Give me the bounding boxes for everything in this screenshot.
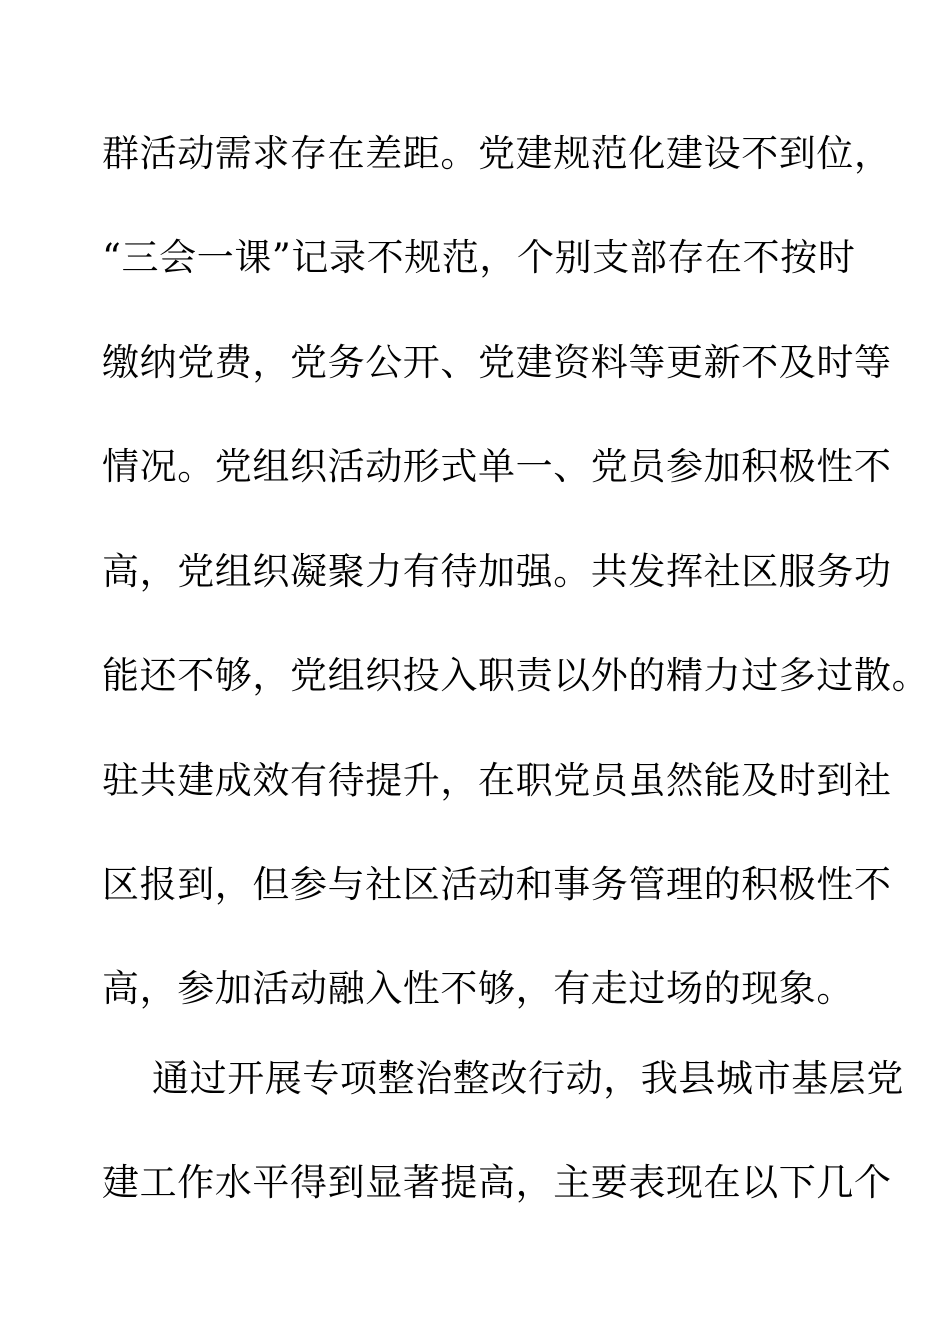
- text-line: 驻共建成效有待提升，在职党员虽然能及时到社: [102, 759, 892, 802]
- text-line: 区报到，但参与社区活动和事务管理的积极性不: [102, 863, 892, 906]
- text-line: 建工作水平得到显著提高，主要表现在以下几个: [102, 1161, 892, 1204]
- text-line: “三会一课”记录不规范，个别支部存在不按时: [102, 236, 856, 279]
- paragraph-first-line: 通过开展专项整治整改行动，我县城市基层党: [152, 1057, 904, 1100]
- text-line: 群活动需求存在差距。党建规范化建设不到位，: [102, 132, 892, 175]
- text-line: 高，参加活动融入性不够，有走过场的现象。: [102, 967, 854, 1010]
- text-line: 缴纳党费，党务公开、党建资料等更新不及时等: [102, 341, 892, 384]
- text-line: 高，党组织凝聚力有待加强。共发挥社区服务功: [102, 550, 892, 593]
- text-line: 情况。党组织活动形式单一、党员参加积极性不: [102, 445, 892, 488]
- text-line: 能还不够，党组织投入职责以外的精力过多过散。: [102, 654, 930, 697]
